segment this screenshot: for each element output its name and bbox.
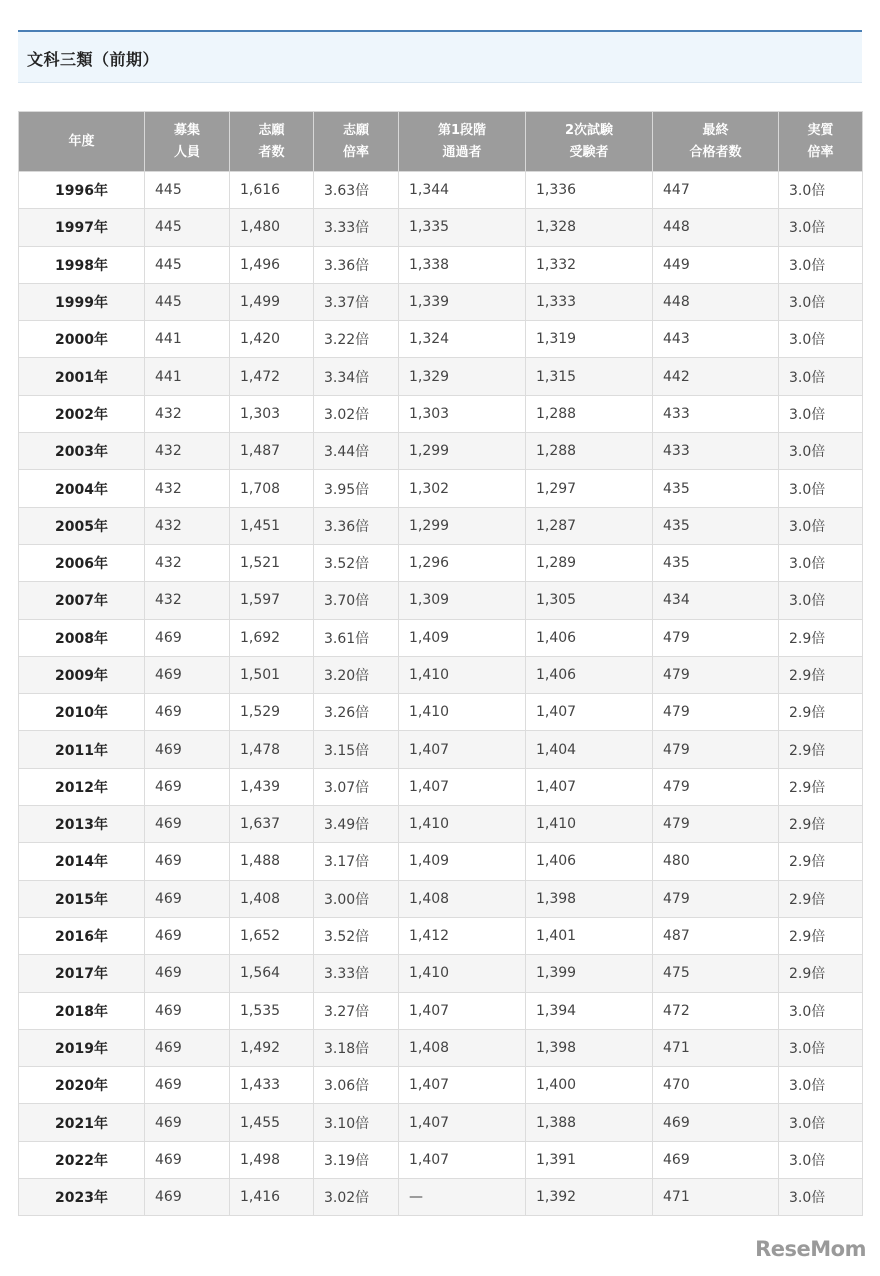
table-cell: 1,501	[230, 656, 314, 693]
year-cell: 2016年	[19, 917, 145, 954]
table-cell: 1,392	[526, 1179, 653, 1216]
column-header	[145, 112, 230, 172]
column-header	[526, 112, 653, 172]
table-cell: 445	[145, 172, 230, 209]
table-cell: 1,287	[526, 507, 653, 544]
table-cell: 3.52倍	[314, 544, 399, 581]
table-cell: 470	[653, 1067, 779, 1104]
table-row	[19, 1067, 863, 1104]
table-cell: 3.0倍	[779, 209, 863, 246]
column-header-label: 第1段階	[437, 122, 487, 138]
table-cell: 2.9倍	[779, 768, 863, 805]
table-cell: 1,407	[526, 768, 653, 805]
table-cell: 1,652	[230, 917, 314, 954]
table-cell: 1,616	[230, 172, 314, 209]
table-cell: 448	[653, 283, 779, 320]
table-cell: 441	[145, 321, 230, 358]
year-cell: 2004年	[19, 470, 145, 507]
admissions-table	[18, 111, 863, 1216]
table-cell: 487	[653, 917, 779, 954]
table-cell: 445	[145, 246, 230, 283]
table-cell: 3.49倍	[314, 806, 399, 843]
column-header	[653, 112, 779, 172]
table-cell: 469	[145, 1104, 230, 1141]
table-cell: 1,401	[526, 917, 653, 954]
table-cell: 3.0倍	[779, 1179, 863, 1216]
table-cell: 1,637	[230, 806, 314, 843]
column-header	[314, 112, 399, 172]
table-cell: 1,319	[526, 321, 653, 358]
year-cell: 2014年	[19, 843, 145, 880]
column-header-label: 志願	[342, 122, 369, 138]
table-cell: 1,480	[230, 209, 314, 246]
table-row	[19, 1104, 863, 1141]
table-cell: 1,335	[399, 209, 526, 246]
table-cell: 3.0倍	[779, 470, 863, 507]
table-cell: 3.34倍	[314, 358, 399, 395]
table-cell: 1,408	[399, 880, 526, 917]
year-cell: 2017年	[19, 955, 145, 992]
year-cell: 2023年	[19, 1179, 145, 1216]
table-cell: 469	[145, 1067, 230, 1104]
table-cell: 1,339	[399, 283, 526, 320]
table-cell: 479	[653, 731, 779, 768]
table-row	[19, 358, 863, 395]
year-cell: 2012年	[19, 768, 145, 805]
table-cell: 471	[653, 1179, 779, 1216]
table-cell: 3.26倍	[314, 694, 399, 731]
column-header	[230, 112, 314, 172]
table-cell: 479	[653, 656, 779, 693]
table-cell: 469	[145, 880, 230, 917]
table-cell: 469	[145, 731, 230, 768]
table-cell: 435	[653, 470, 779, 507]
table-cell: 432	[145, 582, 230, 619]
table-cell: 1,521	[230, 544, 314, 581]
table-cell: 3.44倍	[314, 433, 399, 470]
table-cell: 1,410	[399, 955, 526, 992]
year-cell: 1997年	[19, 209, 145, 246]
table-row	[19, 731, 863, 768]
table-cell: 1,416	[230, 1179, 314, 1216]
table-cell: 469	[653, 1104, 779, 1141]
table-cell: 3.0倍	[779, 992, 863, 1029]
table-cell: 1,305	[526, 582, 653, 619]
table-cell: 469	[145, 1179, 230, 1216]
table-cell: 1,564	[230, 955, 314, 992]
table-cell: 1,407	[399, 992, 526, 1029]
column-header-label: 2次試験	[564, 122, 614, 138]
table-cell: 1,336	[526, 172, 653, 209]
column-header-label: 合格者数	[689, 144, 742, 160]
year-cell: 2019年	[19, 1029, 145, 1066]
table-row	[19, 619, 863, 656]
table-cell: 471	[653, 1029, 779, 1066]
table-cell: 449	[653, 246, 779, 283]
table-row	[19, 246, 863, 283]
table-row	[19, 955, 863, 992]
year-cell: 2006年	[19, 544, 145, 581]
table-row	[19, 507, 863, 544]
column-header	[399, 112, 526, 172]
table-cell: 443	[653, 321, 779, 358]
year-cell: 2011年	[19, 731, 145, 768]
column-header	[779, 112, 863, 172]
table-cell: 2.9倍	[779, 955, 863, 992]
table-row	[19, 395, 863, 432]
year-cell: 1998年	[19, 246, 145, 283]
table-cell: 469	[145, 955, 230, 992]
year-cell: 2010年	[19, 694, 145, 731]
table-cell: 433	[653, 395, 779, 432]
table-cell: 1,472	[230, 358, 314, 395]
table-cell: 3.52倍	[314, 917, 399, 954]
table-cell: 1,407	[399, 1067, 526, 1104]
table-cell: 469	[145, 917, 230, 954]
table-cell: 1,535	[230, 992, 314, 1029]
table-cell: 445	[145, 283, 230, 320]
table-cell: 1,487	[230, 433, 314, 470]
table-row	[19, 544, 863, 581]
table-cell: 1,332	[526, 246, 653, 283]
table-cell: 435	[653, 544, 779, 581]
table-cell: 3.33倍	[314, 209, 399, 246]
year-cell: 2003年	[19, 433, 145, 470]
table-cell: 1,406	[526, 843, 653, 880]
table-cell: 3.06倍	[314, 1067, 399, 1104]
table-cell: 469	[145, 843, 230, 880]
table-cell: 479	[653, 619, 779, 656]
table-cell: 469	[145, 992, 230, 1029]
table-row	[19, 806, 863, 843]
table-cell: 435	[653, 507, 779, 544]
table-row	[19, 209, 863, 246]
table-cell: 447	[653, 172, 779, 209]
table-cell: 3.0倍	[779, 1067, 863, 1104]
year-cell: 1999年	[19, 283, 145, 320]
table-row	[19, 172, 863, 209]
table-cell: 479	[653, 768, 779, 805]
table-cell: 442	[653, 358, 779, 395]
table-cell: 479	[653, 880, 779, 917]
table-cell: 1,400	[526, 1067, 653, 1104]
table-cell: 1,492	[230, 1029, 314, 1066]
section-header	[18, 30, 862, 83]
table-cell: 432	[145, 433, 230, 470]
table-cell: 1,478	[230, 731, 314, 768]
table-cell: 3.0倍	[779, 1029, 863, 1066]
table-cell: 3.37倍	[314, 283, 399, 320]
table-cell: 1,394	[526, 992, 653, 1029]
table-cell: 3.02倍	[314, 395, 399, 432]
table-cell: 469	[145, 806, 230, 843]
table-cell: 3.00倍	[314, 880, 399, 917]
table-cell: 434	[653, 582, 779, 619]
column-header-label: 通過者	[442, 144, 482, 160]
table-cell: 1,404	[526, 731, 653, 768]
table-cell: 3.10倍	[314, 1104, 399, 1141]
table-cell: 479	[653, 806, 779, 843]
table-cell: 480	[653, 843, 779, 880]
table-cell: 469	[145, 1029, 230, 1066]
table-cell: 1,329	[399, 358, 526, 395]
column-header-label: 志願	[258, 122, 285, 138]
table-cell: 1,439	[230, 768, 314, 805]
table-cell: 1,498	[230, 1141, 314, 1178]
table-cell: 3.0倍	[779, 321, 863, 358]
table-cell: 448	[653, 209, 779, 246]
table-cell: 3.0倍	[779, 358, 863, 395]
table-row	[19, 582, 863, 619]
table-cell: 1,399	[526, 955, 653, 992]
table-cell: 1,299	[399, 507, 526, 544]
table-cell: 1,299	[399, 433, 526, 470]
table-cell: 1,302	[399, 470, 526, 507]
table-header-row	[19, 112, 863, 172]
year-cell: 2008年	[19, 619, 145, 656]
table-cell: 1,407	[399, 731, 526, 768]
table-row	[19, 992, 863, 1029]
table-cell: 1,297	[526, 470, 653, 507]
table-cell: 3.33倍	[314, 955, 399, 992]
table-cell: 469	[145, 619, 230, 656]
table-cell: 1,289	[526, 544, 653, 581]
year-cell: 2015年	[19, 880, 145, 917]
table-cell: 1,344	[399, 172, 526, 209]
table-cell: 1,303	[399, 395, 526, 432]
section-title: 文科三類（前期）	[27, 50, 160, 69]
table-cell: 3.95倍	[314, 470, 399, 507]
column-header-label: 倍率	[807, 144, 834, 160]
table-cell: 433	[653, 433, 779, 470]
year-cell: 2009年	[19, 656, 145, 693]
table-cell: 432	[145, 395, 230, 432]
table-cell: 432	[145, 470, 230, 507]
table-row	[19, 1179, 863, 1216]
table-cell: 1,410	[399, 656, 526, 693]
table-cell: 1,407	[399, 768, 526, 805]
table-cell: 3.36倍	[314, 507, 399, 544]
table-cell: 469	[145, 656, 230, 693]
table-cell: 1,406	[526, 619, 653, 656]
table-cell: 1,420	[230, 321, 314, 358]
table-cell: 1,407	[399, 1104, 526, 1141]
table-cell: 1,407	[526, 694, 653, 731]
column-header-label: 年度	[68, 133, 95, 149]
table-cell: 1,333	[526, 283, 653, 320]
table-body	[19, 172, 863, 1216]
table-row	[19, 656, 863, 693]
table-cell: 3.22倍	[314, 321, 399, 358]
table-cell: 2.9倍	[779, 843, 863, 880]
table-cell: 1,410	[526, 806, 653, 843]
table-cell: 3.0倍	[779, 395, 863, 432]
table-cell: 2.9倍	[779, 694, 863, 731]
year-cell: 2013年	[19, 806, 145, 843]
table-cell: 3.61倍	[314, 619, 399, 656]
table-cell: 3.0倍	[779, 433, 863, 470]
table-cell: 1,410	[399, 806, 526, 843]
table-cell: 1,408	[399, 1029, 526, 1066]
table-cell: 1,488	[230, 843, 314, 880]
table-cell: 2.9倍	[779, 656, 863, 693]
column-header-label: 者数	[258, 144, 285, 160]
table-cell: 3.70倍	[314, 582, 399, 619]
table-cell: 1,406	[526, 656, 653, 693]
table-cell: —	[399, 1179, 526, 1216]
table-cell: 432	[145, 544, 230, 581]
table-cell: 1,288	[526, 433, 653, 470]
table-row	[19, 768, 863, 805]
table-cell: 3.0倍	[779, 507, 863, 544]
table-cell: 3.0倍	[779, 172, 863, 209]
table-cell: 3.07倍	[314, 768, 399, 805]
column-header-label: 倍率	[342, 144, 369, 160]
table-cell: 432	[145, 507, 230, 544]
table-cell: 1,315	[526, 358, 653, 395]
table-cell: 1,529	[230, 694, 314, 731]
table-cell: 3.0倍	[779, 1141, 863, 1178]
table-cell: 475	[653, 955, 779, 992]
table-cell: 3.20倍	[314, 656, 399, 693]
table-row	[19, 321, 863, 358]
year-cell: 2021年	[19, 1104, 145, 1141]
table-cell: 469	[653, 1141, 779, 1178]
table-cell: 1,496	[230, 246, 314, 283]
table-cell: 1,324	[399, 321, 526, 358]
table-row	[19, 1141, 863, 1178]
table-cell: 3.17倍	[314, 843, 399, 880]
table-cell: 3.36倍	[314, 246, 399, 283]
table-cell: 469	[145, 694, 230, 731]
table-row	[19, 433, 863, 470]
column-header-label: 募集	[173, 122, 200, 138]
column-header-label: 実質	[807, 122, 834, 138]
year-cell: 2001年	[19, 358, 145, 395]
table-cell: 1,328	[526, 209, 653, 246]
column-header	[19, 112, 145, 172]
table-cell: 469	[145, 1141, 230, 1178]
table-cell: 3.0倍	[779, 582, 863, 619]
table-cell: 472	[653, 992, 779, 1029]
table-row	[19, 843, 863, 880]
table-cell: 1,303	[230, 395, 314, 432]
table-cell: 2.9倍	[779, 806, 863, 843]
table-cell: 445	[145, 209, 230, 246]
table-cell: 3.0倍	[779, 283, 863, 320]
table-cell: 3.0倍	[779, 544, 863, 581]
table-row	[19, 283, 863, 320]
table-cell: 1,455	[230, 1104, 314, 1141]
table-cell: 1,408	[230, 880, 314, 917]
table-cell: 1,407	[399, 1141, 526, 1178]
table-row	[19, 1029, 863, 1066]
table-cell: 1,597	[230, 582, 314, 619]
table-cell: 1,398	[526, 1029, 653, 1066]
table-cell: 2.9倍	[779, 731, 863, 768]
table-cell: 1,451	[230, 507, 314, 544]
year-cell: 1996年	[19, 172, 145, 209]
column-header-label: 最終	[702, 122, 729, 138]
table-cell: 3.0倍	[779, 246, 863, 283]
table-cell: 1,296	[399, 544, 526, 581]
table-cell: 1,410	[399, 694, 526, 731]
table-cell: 3.63倍	[314, 172, 399, 209]
year-cell: 2020年	[19, 1067, 145, 1104]
year-cell: 2005年	[19, 507, 145, 544]
year-cell: 2018年	[19, 992, 145, 1029]
year-cell: 2007年	[19, 582, 145, 619]
table-cell: 3.18倍	[314, 1029, 399, 1066]
table-cell: 2.9倍	[779, 917, 863, 954]
table-cell: 1,499	[230, 283, 314, 320]
resemom-logo: ReseMom	[755, 1237, 866, 1261]
table-cell: 1,409	[399, 843, 526, 880]
table-cell: 2.9倍	[779, 619, 863, 656]
table-cell: 1,708	[230, 470, 314, 507]
table-cell: 1,398	[526, 880, 653, 917]
table-row	[19, 917, 863, 954]
table-cell: 3.19倍	[314, 1141, 399, 1178]
table-cell: 441	[145, 358, 230, 395]
table-cell: 1,692	[230, 619, 314, 656]
table-cell: 3.15倍	[314, 731, 399, 768]
table-cell: 1,412	[399, 917, 526, 954]
table-row	[19, 470, 863, 507]
table-cell: 1,391	[526, 1141, 653, 1178]
column-header-label: 受験者	[569, 144, 609, 160]
table-cell: 469	[145, 768, 230, 805]
table-cell: 3.02倍	[314, 1179, 399, 1216]
table-cell: 1,409	[399, 619, 526, 656]
table-row	[19, 694, 863, 731]
table-cell: 479	[653, 694, 779, 731]
year-cell: 2000年	[19, 321, 145, 358]
table-row	[19, 880, 863, 917]
table-cell: 1,309	[399, 582, 526, 619]
year-cell: 2022年	[19, 1141, 145, 1178]
table-cell: 1,433	[230, 1067, 314, 1104]
column-header-label: 人員	[173, 144, 200, 160]
table-cell: 1,288	[526, 395, 653, 432]
year-cell: 2002年	[19, 395, 145, 432]
table-cell: 1,338	[399, 246, 526, 283]
table-cell: 2.9倍	[779, 880, 863, 917]
table-cell: 1,388	[526, 1104, 653, 1141]
table-cell: 3.0倍	[779, 1104, 863, 1141]
table-cell: 3.27倍	[314, 992, 399, 1029]
